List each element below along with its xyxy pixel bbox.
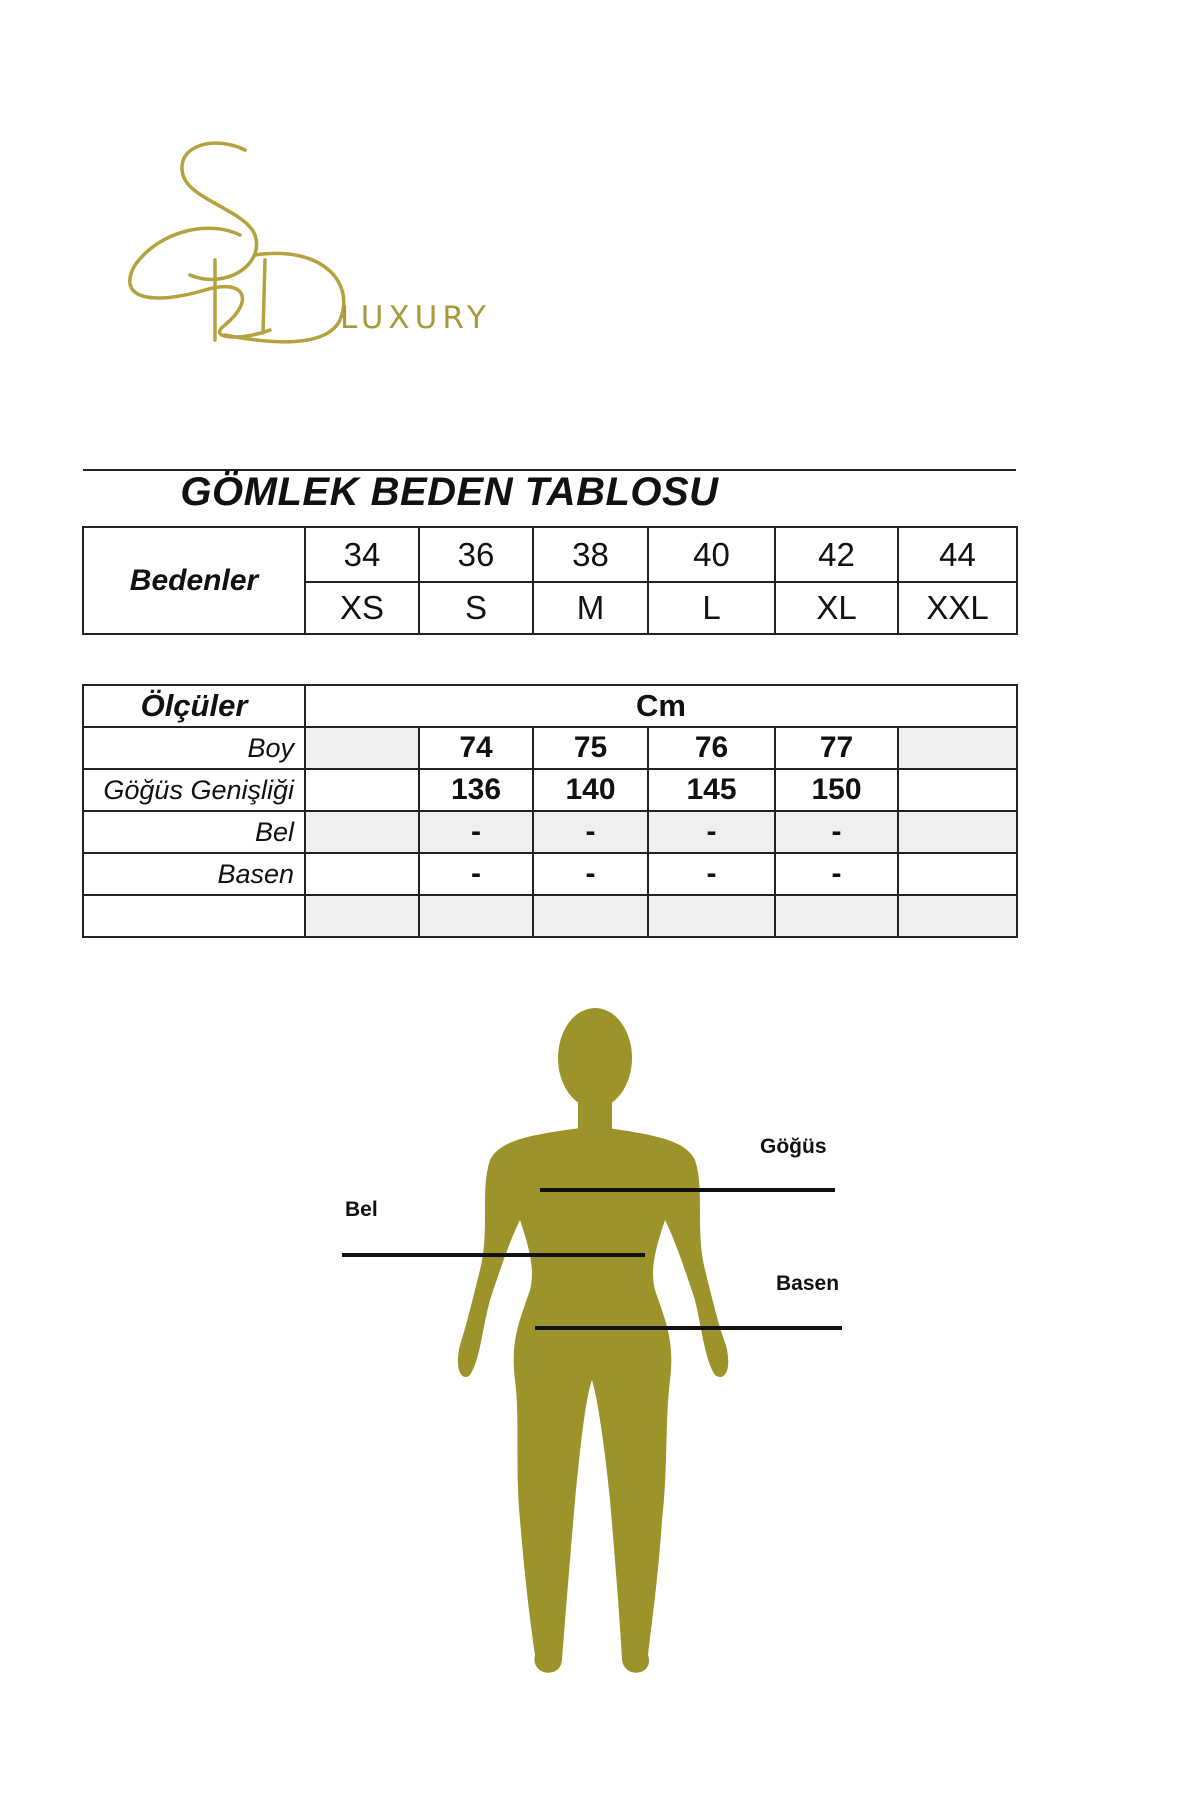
size-number-row bbox=[83, 527, 1017, 582]
brand-name: LUXURY bbox=[340, 300, 491, 336]
size-number: 40 bbox=[648, 527, 775, 582]
size-number: 42 bbox=[775, 527, 898, 582]
size-table bbox=[82, 526, 1018, 635]
unit-label: Cm bbox=[305, 685, 1017, 727]
body-figure bbox=[330, 1000, 890, 1690]
size-number: 34 bbox=[305, 527, 419, 582]
table-row bbox=[83, 811, 1017, 853]
cell bbox=[775, 895, 898, 937]
row-label: Boy bbox=[83, 727, 305, 769]
cell bbox=[648, 895, 775, 937]
body-silhouette-icon bbox=[330, 1000, 890, 1690]
cell: 75 bbox=[533, 727, 648, 769]
size-number: 44 bbox=[898, 527, 1017, 582]
cell: 74 bbox=[419, 727, 533, 769]
size-letter: L bbox=[648, 582, 775, 634]
row-label bbox=[83, 895, 305, 937]
table-row bbox=[83, 853, 1017, 895]
cell: - bbox=[419, 811, 533, 853]
cell bbox=[898, 727, 1017, 769]
sizes-head: Bedenler bbox=[83, 527, 305, 634]
measurements-head: Ölçüler bbox=[83, 685, 305, 727]
page-title: GÖMLEK BEDEN TABLOSU bbox=[180, 470, 719, 514]
cell bbox=[419, 895, 533, 937]
cell: 77 bbox=[775, 727, 898, 769]
cell bbox=[898, 769, 1017, 811]
cell bbox=[305, 853, 419, 895]
size-number: 38 bbox=[533, 527, 648, 582]
cell: 145 bbox=[648, 769, 775, 811]
size-letter: M bbox=[533, 582, 648, 634]
row-label: Göğüs Genişliği bbox=[83, 769, 305, 811]
cell bbox=[898, 895, 1017, 937]
chest-label: Göğüs bbox=[760, 1135, 827, 1158]
cell bbox=[305, 727, 419, 769]
cell: 136 bbox=[419, 769, 533, 811]
size-letter: XS bbox=[305, 582, 419, 634]
size-letter: XXL bbox=[898, 582, 1017, 634]
cell bbox=[305, 769, 419, 811]
cell: 76 bbox=[648, 727, 775, 769]
cell: 140 bbox=[533, 769, 648, 811]
cell: - bbox=[533, 811, 648, 853]
cell bbox=[898, 853, 1017, 895]
cell: - bbox=[775, 853, 898, 895]
cell: 150 bbox=[775, 769, 898, 811]
cell: - bbox=[533, 853, 648, 895]
cell: - bbox=[648, 811, 775, 853]
cell: - bbox=[648, 853, 775, 895]
measurements-header-row bbox=[83, 685, 1017, 727]
table-row bbox=[83, 769, 1017, 811]
size-number: 36 bbox=[419, 527, 533, 582]
cell bbox=[305, 811, 419, 853]
cell bbox=[305, 895, 419, 937]
table-row bbox=[83, 727, 1017, 769]
cell: - bbox=[419, 853, 533, 895]
row-label: Basen bbox=[83, 853, 305, 895]
size-letter: S bbox=[419, 582, 533, 634]
table-row bbox=[83, 895, 1017, 937]
hip-label: Basen bbox=[776, 1272, 840, 1295]
measurements-table bbox=[82, 684, 1018, 938]
cell: - bbox=[775, 811, 898, 853]
row-label: Bel bbox=[83, 811, 305, 853]
cell bbox=[898, 811, 1017, 853]
cell bbox=[533, 895, 648, 937]
waist-label: Bel bbox=[345, 1198, 378, 1221]
size-letter: XL bbox=[775, 582, 898, 634]
